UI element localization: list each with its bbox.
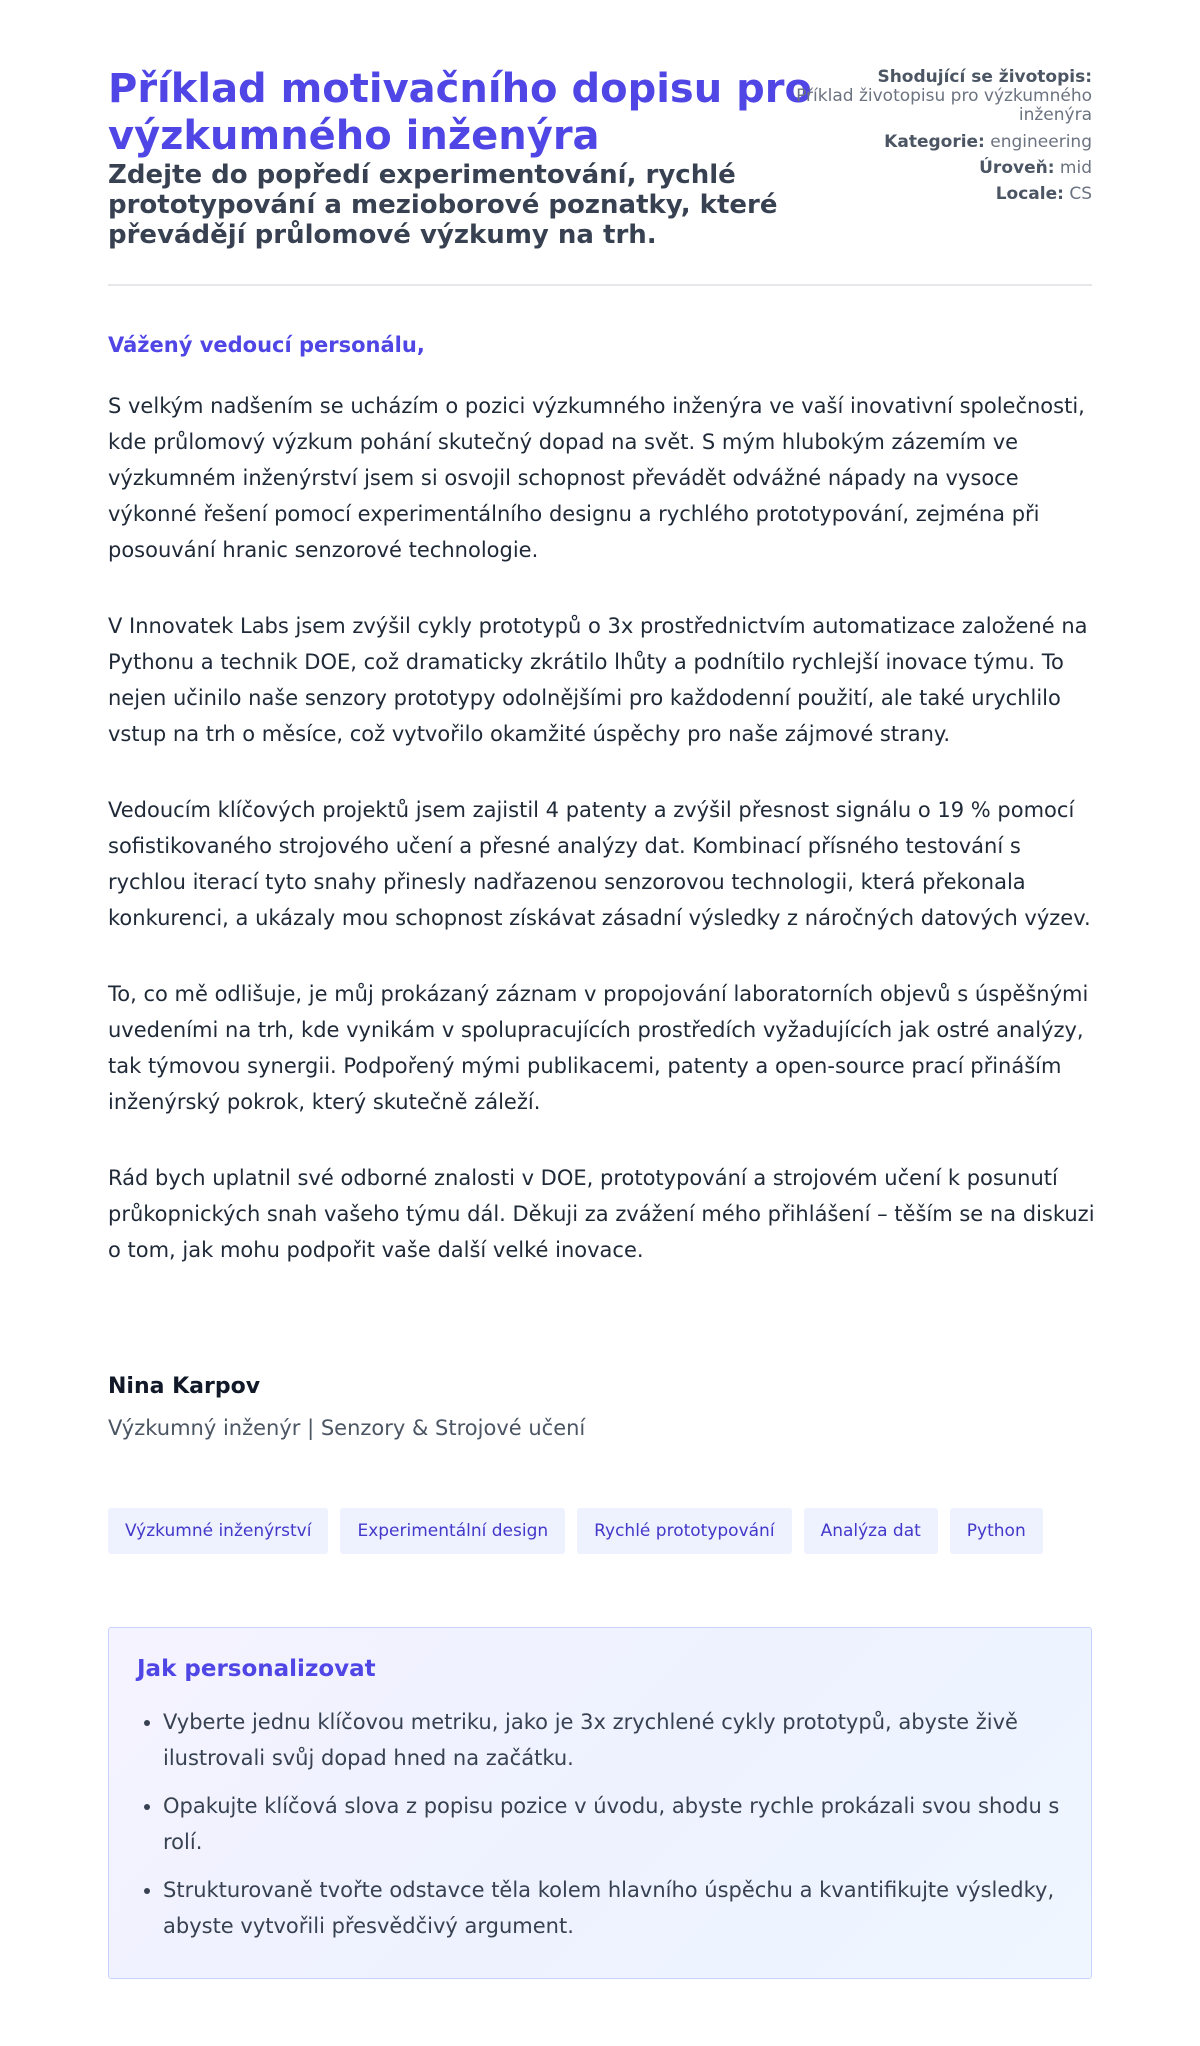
meta-resume-link[interactable]: Příklad životopisu pro výzkumného inženýra (796, 86, 1092, 125)
meta-category (792, 133, 1092, 152)
meta-level (792, 159, 1092, 178)
tips-title: Jak personalizovat (137, 1656, 376, 1682)
page-header (108, 64, 1092, 286)
skill-tag: Výzkumné inženýrství (108, 1508, 328, 1554)
signature-name: Nina Karpov (108, 1374, 261, 1399)
skill-tag: Analýza dat (804, 1508, 938, 1554)
tips-item: • Opakujte klíčová slova z popisu pozice v úvodu, abyste rychle prokázali svou shodu s rolí. (163, 1788, 1083, 1860)
meta-panel (792, 68, 1092, 211)
tips-item: • Strukturovaně tvořte odstavce těla kolem hlavního úspěchu a kvantifikujte výsledky, abyste vytvořili přesvědčivý argument. (163, 1872, 1083, 1944)
tips-list (137, 1704, 1083, 1956)
skill-tag: Rychlé prototypování (577, 1508, 791, 1554)
personalize-tips-box (108, 1627, 1092, 1979)
letter-body (108, 388, 1098, 1308)
letter-greeting: Vážený vedoucí personálu, (108, 333, 425, 357)
meta-level-label: Úroveň: (979, 158, 1055, 178)
signature-role: Výzkumný inženýr | Senzory & Strojové učení (108, 1416, 586, 1440)
skill-tag: Experimentální design (340, 1508, 565, 1554)
meta-category-label: Kategorie: (884, 132, 985, 152)
meta-category-value: engineering (990, 132, 1092, 152)
meta-level-value: mid (1059, 158, 1092, 178)
letter-paragraph: Rád bych uplatnil své odborné znalosti v DOE, prototypování a strojovém učení k posunutí průkopnických snah vašeho týmu dál. Děkuji za zvážení mého přihlášení – těším se na diskuzi o tom, jak mohu podpořit vaše další velké inovace. (108, 1166, 1095, 1262)
meta-resume-label: Shodující se životopis: (877, 67, 1092, 87)
skill-tags (108, 1508, 1043, 1554)
tips-item: • Vyberte jednu klíčovou metriku, jako je 3x zrychlené cykly prototypů, abyste živě ilustrovali svůj dopad hned na začátku. (163, 1704, 1083, 1776)
meta-locale (792, 185, 1092, 204)
page-title: Příklad motivačního dopisu pro výzkumného inženýra (108, 66, 812, 159)
meta-resume (792, 68, 1092, 125)
letter-paragraph: Vedoucím klíčových projektů jsem zajistil 4 patenty a zvýšil přesnost signálu o 19 % pomocí sofistikovaného strojového učení a přesné analýzy dat. Kombinací přísného testování s rychlou iterací tyto snahy přinesly nadřazenou senzorovou technologii, která překonala konkurenci, a ukázaly mou schopnost získávat zásadní výsledky z náročných datových výzev. (108, 798, 1091, 930)
letter-paragraph: S velkým nadšením se ucházím o pozici výzkumného inženýra ve vaší inovativní společnosti, kde průlomový výzkum pohání skutečný dopad na svět. S mým hlubokým zázemím ve výzkumném inženýrství jsem si osvojil schopnost převádět odvážné nápady na vysoce výkonné řešení pomocí experimentálního designu a rychlého prototypování, zejména při posouvání hranic senzorové technologie. (108, 394, 1085, 562)
letter-paragraph: V Innovatek Labs jsem zvýšil cykly prototypů o 3x prostřednictvím automatizace založené na Pythonu a technik DOE, což dramaticky zkrátilo lhůty a podnítilo rychlejší inovace týmu. To nejen učinilo naše senzory prototypy odolnějšími pro každodenní použití, ale také urychlilo vstup na trh o měsíce, což vytvořilo okamžité úspěchy pro naše zájmové strany. (108, 614, 1088, 746)
meta-locale-value: CS (1069, 184, 1092, 204)
page-subtitle: Zdejte do popředí experimentování, rychlé prototypování a mezioborové poznatky, které převádějí průlomové výzkumy na trh. (108, 160, 778, 250)
skill-tag: Python (950, 1508, 1043, 1554)
meta-locale-label: Locale: (995, 184, 1064, 204)
letter-paragraph: To, co mě odlišuje, je můj prokázaný záznam v propojování laboratorních objevů s úspěšnými uvedeními na trh, kde vynikám v spolupracujících prostředích vyžadujících jak ostré analýzy, tak týmovou synergii. Podpořený mými publikacemi, patenty a open-source prací přináším inženýrský pokrok, který skutečně záleží. (108, 982, 1089, 1114)
